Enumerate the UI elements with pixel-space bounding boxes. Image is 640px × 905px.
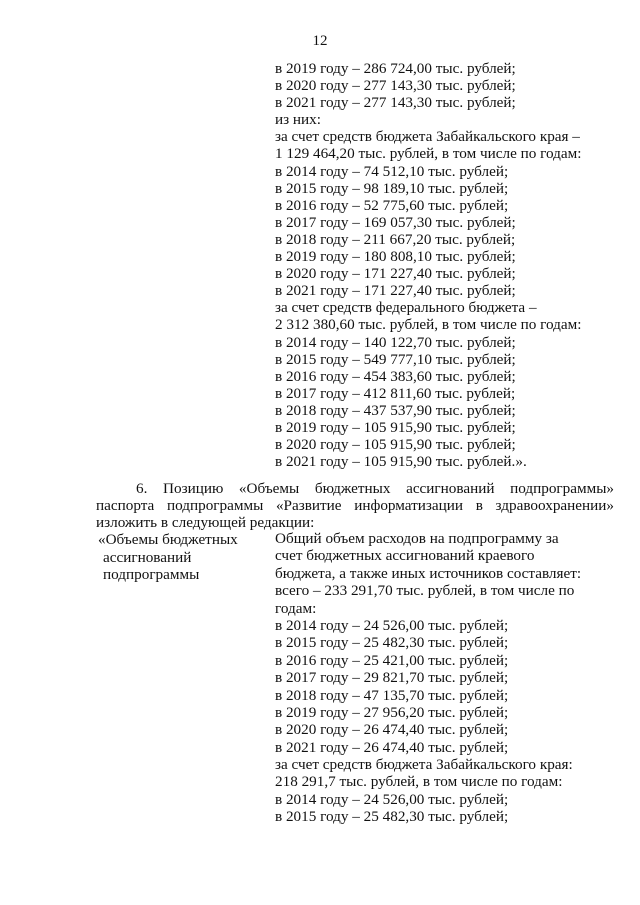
text-line: 218 291,7 тыс. рублей, в том числе по годам: bbox=[275, 773, 563, 791]
text-line: в 2020 году – 26 474,40 тыс. рублей; bbox=[275, 721, 509, 739]
text-line: в 2017 году – 169 057,30 тыс. рублей; bbox=[275, 213, 516, 231]
text-line: в 2015 году – 25 482,30 тыс. рублей; bbox=[275, 634, 509, 652]
position-title-cell bbox=[98, 531, 258, 584]
text-line: в 2014 году – 140 122,70 тыс. рублей; bbox=[275, 333, 516, 351]
text-line: в 2018 году – 211 667,20 тыс. рублей; bbox=[275, 230, 516, 248]
instruction-paragraph-line-2: паспорта подпрограммы «Развитие информатизации в здравоохранении» bbox=[96, 497, 614, 514]
position-title-line: подпрограммы bbox=[103, 566, 200, 583]
text-line: в 2017 году – 29 821,70 тыс. рублей; bbox=[275, 669, 509, 687]
text-line: в 2020 году – 277 143,30 тыс. рублей; bbox=[275, 77, 516, 95]
text-line: в 2018 году – 47 135,70 тыс. рублей; bbox=[275, 686, 509, 704]
text-line: в 2020 году – 171 227,40 тыс. рублей; bbox=[275, 265, 516, 283]
text-line: в 2019 году – 286 724,00 тыс. рублей; bbox=[275, 60, 516, 77]
text-line: в 2021 году – 277 143,30 тыс. рублей; bbox=[275, 94, 516, 112]
text-line: в 2019 году – 27 956,20 тыс. рублей; bbox=[275, 703, 509, 721]
text-line: в 2021 году – 171 227,40 тыс. рублей; bbox=[275, 282, 516, 300]
text-line: в 2014 году – 24 526,00 тыс. рублей; bbox=[275, 790, 509, 808]
text-line: в 2014 году – 74 512,10 тыс. рублей; bbox=[275, 162, 509, 180]
page-number: 12 bbox=[312, 33, 328, 49]
text-line: в 2020 году – 105 915,90 тыс. рублей; bbox=[275, 436, 516, 454]
funding-continuation-block bbox=[275, 60, 615, 470]
position-title-line: «Объемы бюджетных bbox=[98, 531, 238, 548]
text-line: в 2015 году – 25 482,30 тыс. рублей; bbox=[275, 808, 509, 826]
text-line: счет бюджетных ассигнований краевого bbox=[275, 547, 535, 565]
text-line: 1 129 464,20 тыс. рублей, в том числе по годам: bbox=[275, 145, 582, 163]
text-line: 2 312 380,60 тыс. рублей, в том числе по годам: bbox=[275, 316, 582, 334]
text-line: всего – 233 291,70 тыс. рублей, в том числе по bbox=[275, 582, 575, 600]
text-line: в 2021 году – 105 915,90 тыс. рублей.». bbox=[275, 453, 527, 471]
text-line: годам: bbox=[275, 599, 317, 617]
text-line: из них: bbox=[275, 111, 321, 129]
text-line: за счет средств бюджета Забайкальского края – bbox=[275, 128, 580, 146]
position-title-line: ассигнований bbox=[103, 548, 192, 566]
text-line: Общий объем расходов на подпрограмму за bbox=[275, 530, 559, 547]
instruction-paragraph-line-1: 6. Позицию «Объемы бюджетных ассигнований подпрограммы» bbox=[136, 480, 614, 497]
text-line: за счет средств федерального бюджета – bbox=[275, 299, 537, 317]
text-line: за счет средств бюджета Забайкальского края: bbox=[275, 756, 573, 774]
text-line: бюджета, а также иных источников составляет: bbox=[275, 564, 582, 582]
text-line: в 2016 году – 52 775,60 тыс. рублей; bbox=[275, 196, 509, 214]
text-line: в 2018 году – 437 537,90 тыс. рублей; bbox=[275, 401, 516, 419]
text-line: в 2021 году – 26 474,40 тыс. рублей; bbox=[275, 738, 509, 756]
text-line: в 2017 году – 412 811,60 тыс. рублей; bbox=[275, 384, 516, 402]
text-line: в 2015 году – 549 777,10 тыс. рублей; bbox=[275, 350, 516, 368]
instruction-paragraph-line-3: изложить в следующей редакции: bbox=[96, 514, 315, 531]
text-line: в 2014 году – 24 526,00 тыс. рублей; bbox=[275, 616, 509, 634]
text-line: в 2019 году – 105 915,90 тыс. рублей; bbox=[275, 418, 516, 436]
text-line: в 2016 году – 25 421,00 тыс. рублей; bbox=[275, 651, 509, 669]
position-value-cell bbox=[275, 530, 615, 826]
text-line: в 2019 году – 180 808,10 тыс. рублей; bbox=[275, 248, 516, 266]
text-line: в 2016 году – 454 383,60 тыс. рублей; bbox=[275, 367, 516, 385]
text-line: в 2015 году – 98 189,10 тыс. рублей; bbox=[275, 179, 509, 197]
